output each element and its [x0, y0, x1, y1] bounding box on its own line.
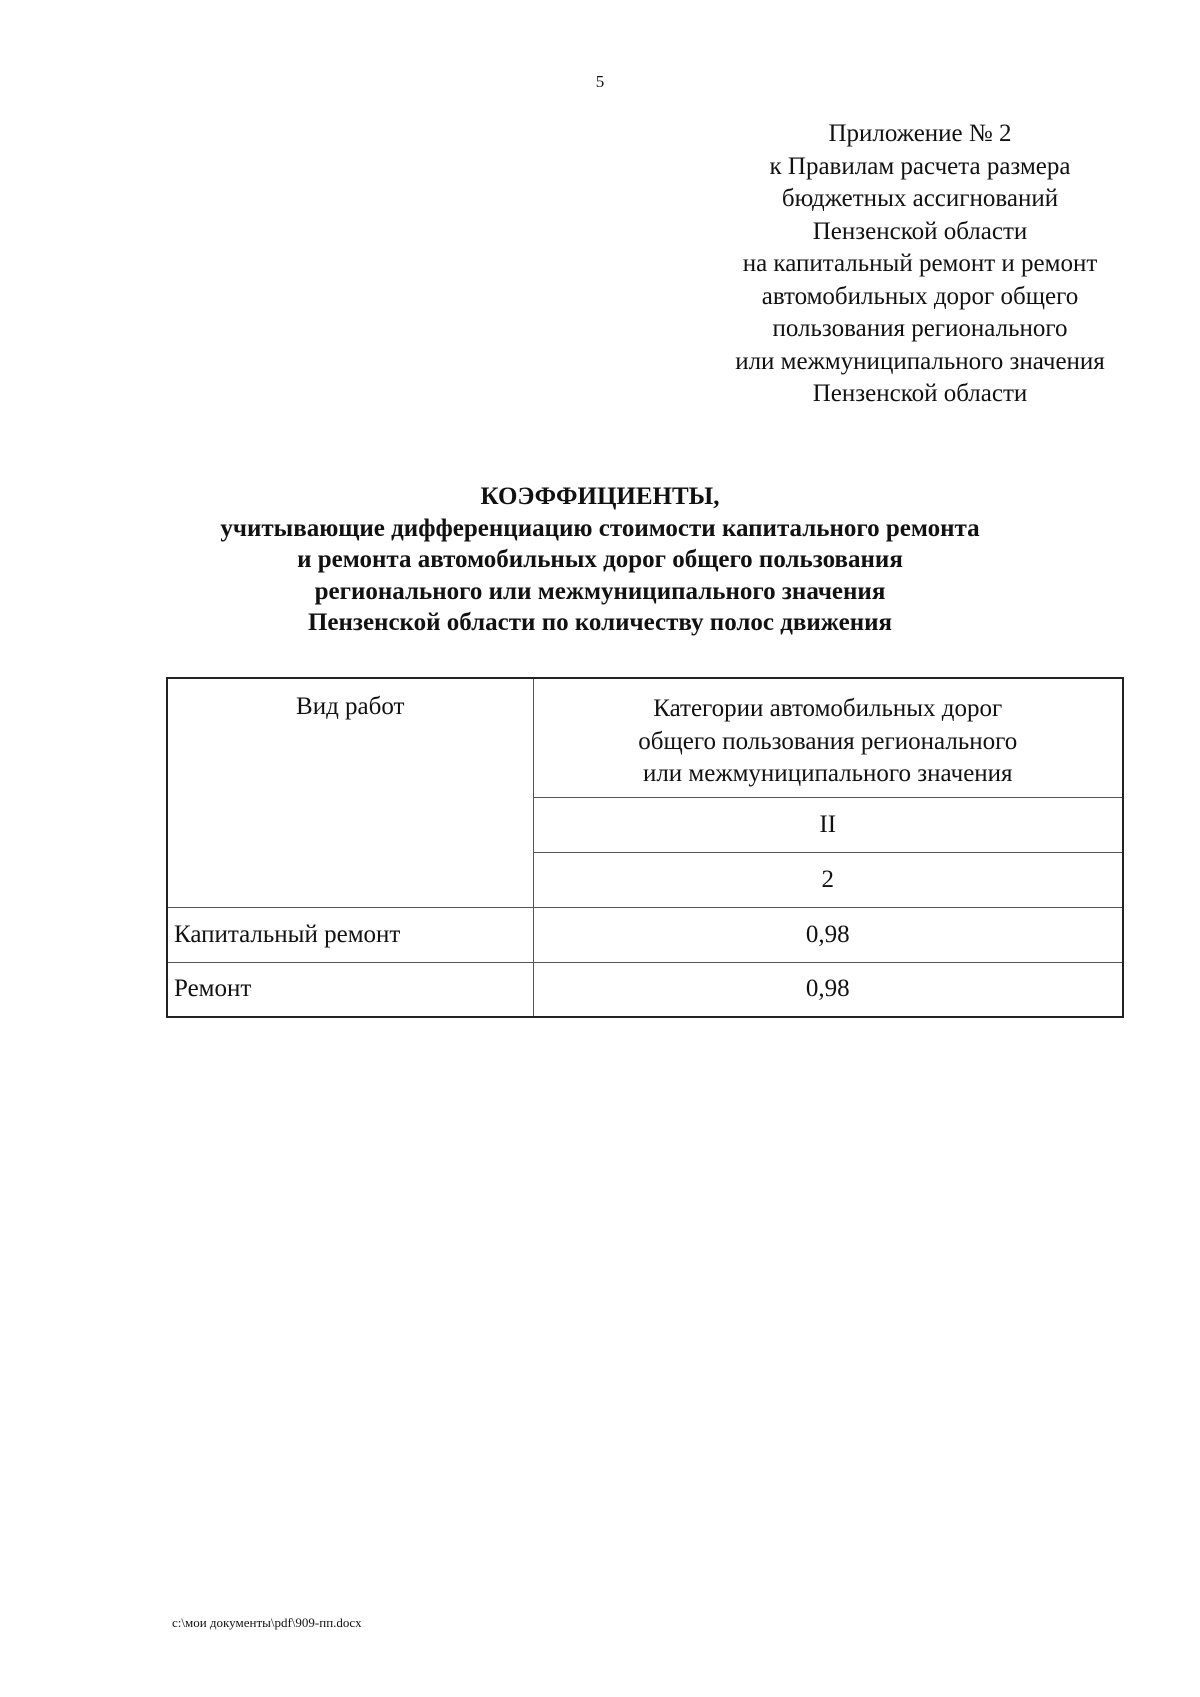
- header-line: общего пользования регионального: [638, 727, 1018, 755]
- title-line: учитывающие дифференциацию стоимости капитального ремонта: [220, 514, 980, 542]
- appendix-line: пользования регионального: [772, 315, 1068, 342]
- header-work-type: Вид работ: [167, 678, 533, 907]
- document-title: [0, 481, 1200, 639]
- header-road-categories: [533, 678, 1123, 797]
- title-line: Пензенской области по количеству полос движения: [307, 609, 893, 636]
- appendix-line: Пензенской области: [812, 380, 1028, 407]
- appendix-line: на капитальный ремонт и ремонт: [742, 250, 1098, 277]
- header-line: Категории автомобильных дорог: [653, 695, 1003, 722]
- row-label: Капитальный ремонт: [167, 907, 533, 962]
- appendix-line: Пензенской области: [812, 217, 1028, 245]
- appendix-line: Приложение № 2: [828, 120, 1012, 147]
- category-cell: II: [533, 797, 1123, 852]
- footer-file-path: c:\мои документы\pdf\909-пп.docx: [172, 1615, 362, 1630]
- row-label: Ремонт: [167, 962, 533, 1017]
- page-number: 5: [595, 72, 605, 91]
- row-value: 0,98: [533, 907, 1123, 962]
- table-row: [167, 962, 1123, 1017]
- appendix-line: бюджетных ассигнований: [781, 185, 1059, 212]
- header-line: или межмуниципального значения: [642, 760, 1013, 787]
- title-line: КОЭФФИЦИЕНТЫ,: [480, 483, 720, 510]
- row-value: 0,98: [533, 962, 1123, 1017]
- title-line: и ремонта автомобильных дорог общего пользования: [297, 546, 903, 573]
- appendix-line: к Правилам расчета размера: [769, 152, 1071, 180]
- table-row: [167, 907, 1123, 962]
- appendix-line: или межмуниципального значения: [735, 347, 1105, 375]
- coefficients-table: [166, 677, 1124, 1018]
- lanes-cell: 2: [533, 852, 1123, 907]
- appendix-line: автомобильных дорог общего: [761, 282, 1079, 310]
- table-header-row: [167, 678, 1123, 797]
- title-line: регионального или межмуниципального значения: [314, 577, 886, 605]
- appendix-heading: [680, 118, 1160, 411]
